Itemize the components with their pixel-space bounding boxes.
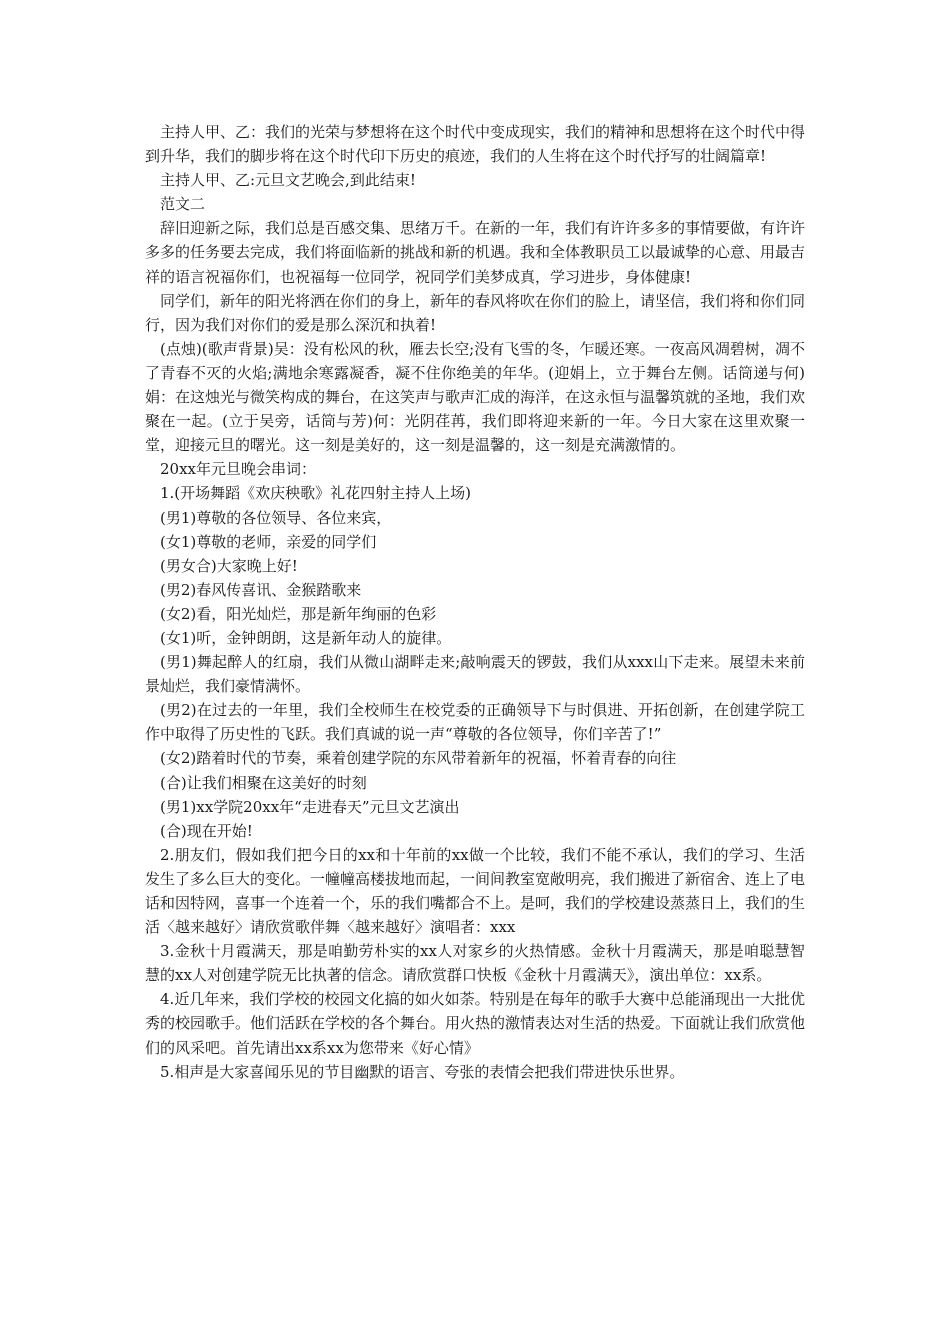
paragraph: (女2)踏着时代的节奏，乘着创建学院的东风带着新年的祝福，怀着青春的向往 (160, 749, 677, 768)
paragraph: (男1)舞起醉人的红扇，我们从微山湖畔走来;敲响震天的锣鼓，我们从xxx山下走来。展望未来前景灿烂，我们豪情满怀。 (145, 653, 805, 696)
paragraph: (男1)尊敬的各位领导、各位来宾， (160, 508, 392, 527)
paragraph: (男2)春风传喜讯、金猴踏歌来 (160, 580, 362, 599)
paragraph: (男2)在过去的一年里，我们全校师生在校党委的正确领导下与时俱进、开拓创新，在创建学院工作中取得了历史性的飞跃。我们真诚的说一声“尊敬的各位领导，你们辛苦了!” (145, 701, 805, 744)
paragraph: (男女合)大家晚上好! (160, 556, 298, 575)
paragraph: 4.近几年来，我们学校的校园文化搞的如火如荼。特别是在每年的歌手大赛中总能涌现出一大批优秀的校园歌手。他们活跃在学校的各个舞台。用火热的激情表达对生活的热爱。下面就让我们欣赏他们的风采吧。首先请出xx系xx为您带来《好心情》 (145, 990, 806, 1057)
paragraph: 主持人甲、乙：我们的光荣与梦想将在这个时代中变成现实，我们的精神和思想将在这个时代中得到升华，我们的脚步将在这个时代印下历史的痕迹，我们的人生将在这个时代抒写的壮阔篇章! (145, 123, 806, 166)
paragraph: 5.相声是大家喜闻乐见的节目幽默的语言、夸张的表情会把我们带进快乐世界。 (160, 1062, 685, 1081)
paragraph: (合)现在开始! (160, 821, 253, 840)
subheading: 20xx年元旦晚会串词： (160, 460, 317, 479)
paragraph: 1.(开场舞蹈《欢庆秧歌》礼花四射主持人上场) (160, 484, 472, 503)
document-body (145, 120, 805, 1084)
paragraph: (女1)听，金钟朗朗，这是新年动人的旋律。 (160, 628, 452, 647)
paragraph: 同学们，新年的阳光将洒在你们的身上，新年的春风将吹在你们的脸上，请坚信，我们将和你们同行，因为我们对你们的爱是那么深沉和执着! (145, 291, 806, 334)
paragraph: 3.金秋十月霞满天，那是咱勤劳朴实的xx人对家乡的火热情感。金秋十月霞满天，那是咱聪慧智慧的xx人对创建学院无比执著的信念。请欣赏群口快板《金秋十月霞满天》，演出单位：xx系。 (145, 942, 805, 985)
paragraph: (女2)看，阳光灿烂，那是新年绚丽的色彩 (160, 604, 437, 623)
paragraph: (女1)尊敬的老师，亲爱的同学们 (160, 532, 377, 551)
paragraph: (点烛)(歌声背景)吴：没有松风的秋，雁去长空;没有飞雪的冬，乍暖还寒。一夜高风凋碧树，凋不了青春不灭的火焰;满地余寒露凝香，凝不住你绝美的年华。(迎娟上，立于舞台左侧。话筒递与何)娟：在这烛光与微笑构成的舞台，在这笑声与歌声汇成的海洋，在这永恒与温馨筑就的圣地，我们欢聚在一起。(立于吴旁，话筒与芳)何：光阴荏苒，我们即将迎来新的一年。今日大家在这里欢聚一堂，迎接元旦的曙光。这一刻是美好的，这一刻是温馨的，这一刻是充满激情的。 (145, 339, 806, 455)
paragraph: (合)让我们相聚在这美好的时刻 (160, 773, 367, 792)
section-heading: 范文二 (160, 195, 206, 214)
paragraph: (男1)xx学院20xx年“走进春天”元旦文艺演出 (160, 797, 460, 816)
paragraph: 2.朋友们，假如我们把今日的xx和十年前的xx做一个比较，我们不能不承认，我们的学习、生活发生了多么巨大的变化。一幢幢高楼拔地而起，一间间教室宽敞明亮，我们搬进了新宿舍、连上了电话和因特网，喜事一个连着一个，乐的我们嘴都合不上。是呵，我们的学校建设蒸蒸日上，我们的生活〈越来越好〉请欣赏歌伴舞〈越来越好〉演唱者：xxx (145, 845, 806, 937)
paragraph: 辞旧迎新之际，我们总是百感交集、思绪万千。在新的一年，我们有许许多多的事情要做，有许许多多的任务要去完成，我们将面临新的挑战和新的机遇。我和全体教职员工以最诚挚的心意、用最吉祥的语言祝福你们，也祝福每一位同学，祝同学们美梦成真，学习进步，身体健康! (145, 219, 806, 286)
paragraph: 主持人甲、乙:元旦文艺晚会,到此结束! (160, 171, 416, 190)
